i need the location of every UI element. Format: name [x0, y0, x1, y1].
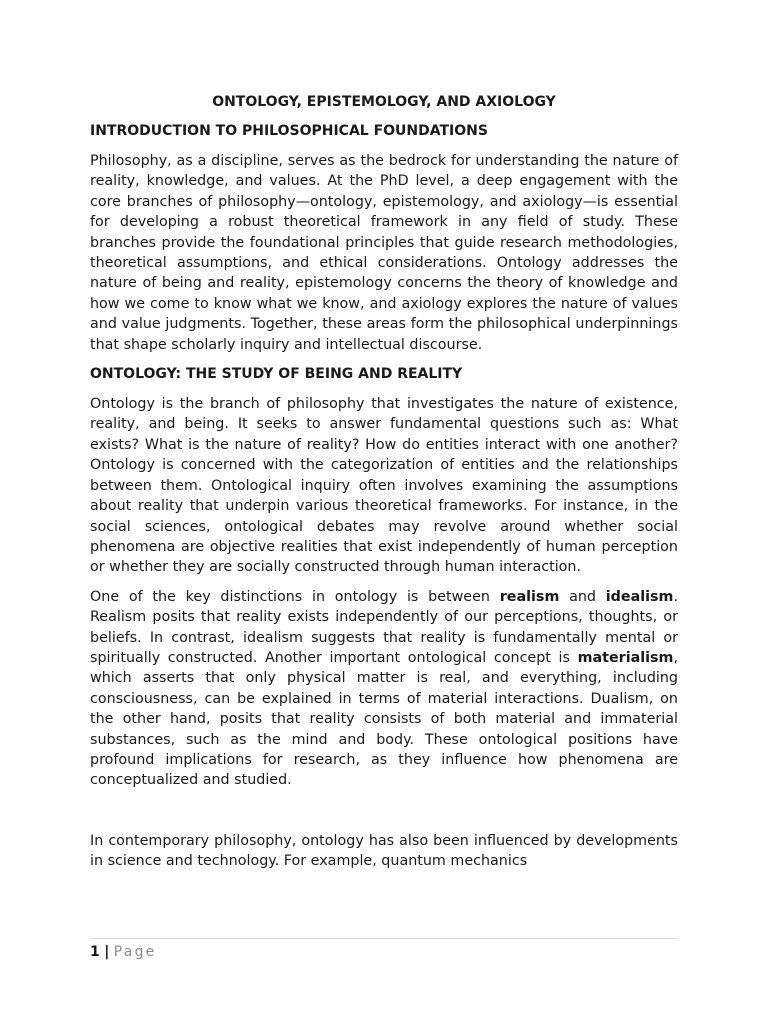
paragraph-contemporary-ontology: In contemporary philosophy, ontology has also been influenced by developments in science and technology. For example, quantum mechanics	[90, 832, 678, 870]
paragraph-ontology-definition: Ontology is the branch of philosophy that investigates the nature of existence, reality, and being. It seeks to answer fundamental questions such as: What exists? What is the nature of reality? How do entities interact with one another? Ontology is concerned with the categorization of entities and the relationships between them. Ontological inquiry often involves examining the assumptions about reality that underpin various theoretical frameworks. For instance, in the social sciences, ontological debates may revolve around whether social phenomena are objective realities that exist independently of human perception or whether they are socially constructed through human interaction.	[90, 396, 678, 576]
text-run: One of the key distinctions in ontology is between	[90, 588, 500, 605]
term-materialism: materialism	[577, 649, 674, 666]
document-page	[90, 92, 678, 881]
paragraph-ontology-distinctions	[90, 587, 678, 791]
footer-separator: |	[104, 944, 110, 960]
section-heading-introduction: INTRODUCTION TO PHILOSOPHICAL FOUNDATIONS	[90, 123, 488, 139]
page-number: 1	[90, 944, 100, 960]
paragraph-introduction: Philosophy, as a discipline, serves as the bedrock for understanding the nature of reality, knowledge, and values. At the PhD level, a deep engagement with the core branches of philosophy—ontology, epistemology, and axiology—is essential for developing a robust theoretical framework in any field of study. These branches provide the foundational principles that guide research methodologies, theoretical assumptions, and ethical considerations. Ontology addresses the nature of being and reality, epistemology concerns the theory of knowledge and how we come to know what we know, and axiology explores the nature of values and value judgments. Together, these areas form the philosophical underpinnings that shape scholarly inquiry and intellectual discourse.	[90, 153, 678, 353]
text-run: . Realism posits that reality exists independently of our perceptions, thoughts, or beliefs. In contrast, idealism suggests that reality is fundamentally mental or spiritually constructed. Another important ontological concept is	[90, 588, 678, 666]
section-heading-ontology: ONTOLOGY: THE STUDY OF BEING AND REALITY	[90, 366, 463, 383]
text-run: and	[559, 588, 606, 605]
document-title: ONTOLOGY, EPISTEMOLOGY, AND AXIOLOGY	[212, 94, 556, 110]
paragraph-spacer	[90, 800, 678, 831]
term-idealism: idealism	[605, 588, 674, 605]
page-label: Page	[113, 944, 157, 960]
term-realism: realism	[499, 588, 560, 605]
page-footer	[90, 938, 678, 962]
text-run: , which asserts that only physical matter is real, and everything, including consciousness, can be explained in terms of material interactions. Dualism, on the other hand, posits that reality consists of both material and immaterial substances, such as the mind and body. These ontological positions have profound implications for research, as they influence how phenomena are conceptualized and studied.	[90, 649, 678, 789]
